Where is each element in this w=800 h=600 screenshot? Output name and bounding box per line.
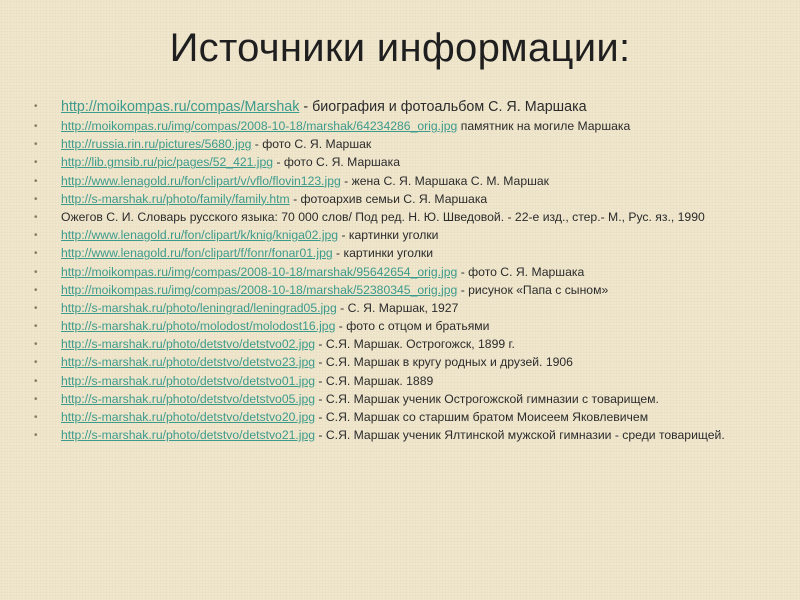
source-link[interactable]: http://s-marshak.ru/photo/family/family.htm — [61, 191, 290, 206]
source-description: - С.Я. Маршак ученик Ялтинской мужской гимназии - среди товарищей. — [315, 428, 725, 443]
source-item — [34, 228, 774, 244]
source-link[interactable]: http://www.lenagold.ru/fon/clipart/v/vflo/flovin123.jpg — [61, 173, 341, 188]
source-description: - биография и фотоальбом С. Я. Маршака — [299, 99, 587, 115]
source-item — [34, 301, 774, 317]
source-link[interactable]: http://s-marshak.ru/photo/detstvo/detstvo20.jpg — [61, 410, 316, 424]
bullet-icon: • — [34, 101, 38, 112]
source-link[interactable]: http://s-marshak.ru/photo/detstvo/detstvo23.jpg — [61, 355, 316, 370]
source-item — [34, 374, 774, 390]
source-description: - фото С. Я. Маршака — [457, 264, 585, 279]
bullet-icon: • — [34, 193, 38, 205]
bullet-icon: • — [34, 430, 38, 442]
source-link[interactable]: http://s-marshak.ru/photo/leningrad/leningrad05.jpg — [61, 300, 337, 315]
source-link[interactable]: http://moikompas.ru/img/compas/2008-10-18/marshak/95642654_orig.jpg — [61, 264, 458, 279]
source-link[interactable]: http://www.lenagold.ru/fon/clipart/k/knig/kniga02.jpg — [61, 228, 339, 243]
source-link[interactable]: http://s-marshak.ru/photo/detstvo/detstvo01.jpg — [61, 373, 316, 388]
bullet-icon: • — [34, 230, 38, 242]
source-link[interactable]: http://moikompas.ru/compas/Marshak — [61, 99, 300, 115]
source-item — [34, 174, 774, 190]
source-description: - С.Я. Маршак. Острогожск, 1899 г. — [315, 337, 515, 352]
bullet-icon: • — [34, 284, 38, 296]
bullet-icon: • — [34, 266, 38, 278]
source-description: - жена С. Я. Маршака С. М. Маршак — [340, 173, 549, 188]
bullet-icon: • — [34, 339, 38, 351]
bullet-icon: • — [34, 302, 38, 314]
source-description: - фотоархив семьи С. Я. Маршака — [289, 191, 488, 206]
source-item — [34, 337, 774, 353]
source-link[interactable]: http://s-marshak.ru/photo/molodost/molodost16.jpg — [61, 319, 336, 334]
source-link[interactable]: http://lib.gmsib.ru/pic/pages/52_421.jpg — [61, 155, 274, 170]
source-description: - рисунок «Папа с сыном» — [457, 282, 609, 297]
bullet-icon: • — [34, 412, 38, 423]
bullet-icon: • — [34, 375, 38, 387]
source-description: - фото С. Я. Маршака — [273, 155, 400, 170]
source-link[interactable]: http://moikompas.ru/img/compas/2008-10-18/marshak/64234286_orig.jpg — [61, 119, 458, 133]
source-description: памятник на могиле Маршака — [457, 119, 631, 133]
source-item — [34, 319, 774, 335]
bullet-icon: • — [34, 121, 38, 132]
bullet-icon: • — [34, 357, 38, 369]
source-description: - С.Я. Маршак со старшим братом Моисеем Яковлевичем — [315, 410, 649, 424]
source-link[interactable]: http://russia.rin.ru/pictures/5680.jpg — [61, 137, 252, 152]
bullet-icon: • — [34, 211, 38, 223]
sources-list — [34, 98, 774, 446]
source-description: Ожегов С. И. Словарь русского языка: 70 000 слов/ Под ред. Н. Ю. Шведовой. - 22-е изд., стер.- М., Рус. яз., 1990 — [61, 209, 705, 224]
source-link[interactable]: http://s-marshak.ru/photo/detstvo/detstvo21.jpg — [61, 428, 316, 443]
source-item — [34, 155, 774, 171]
source-link[interactable]: http://s-marshak.ru/photo/detstvo/detstvo02.jpg — [61, 337, 316, 352]
bullet-icon: • — [34, 139, 38, 151]
source-description: - картинки уголки — [332, 246, 434, 261]
source-item — [34, 246, 774, 262]
source-description: - С.Я. Маршак в кругу родных и друзей. 1906 — [315, 355, 573, 370]
source-item — [34, 410, 774, 426]
source-item — [34, 265, 774, 281]
source-description: - С. Я. Маршак, 1927 — [336, 300, 459, 315]
source-description: - картинки уголки — [338, 228, 439, 243]
source-item — [34, 428, 774, 444]
page-title: Источники информации: — [169, 26, 631, 70]
bullet-icon: • — [34, 321, 38, 333]
bullet-icon: • — [34, 175, 38, 187]
source-item — [34, 283, 774, 299]
source-item — [34, 192, 774, 208]
source-description: - С.Я. Маршак. 1889 — [315, 373, 434, 388]
source-item — [34, 119, 774, 135]
source-item — [34, 98, 774, 116]
source-description: - фото С. Я. Маршак — [251, 137, 372, 152]
bullet-icon: • — [34, 248, 38, 260]
source-link[interactable]: http://s-marshak.ru/photo/detstvo/detstvo05.jpg — [61, 391, 316, 406]
source-description: - фото с отцом и братьями — [335, 319, 490, 334]
source-item — [34, 210, 774, 226]
source-item — [34, 355, 774, 371]
bullet-icon: • — [34, 157, 38, 169]
source-item — [34, 137, 774, 153]
source-link[interactable]: http://moikompas.ru/img/compas/2008-10-18/marshak/52380345_orig.jpg — [61, 282, 458, 297]
bullet-icon: • — [34, 393, 38, 405]
source-link[interactable]: http://www.lenagold.ru/fon/clipart/f/fonr/fonar01.jpg — [61, 246, 333, 261]
source-item — [34, 392, 774, 408]
source-description: - С.Я. Маршак ученик Острогожской гимназии с товарищем. — [315, 391, 659, 406]
